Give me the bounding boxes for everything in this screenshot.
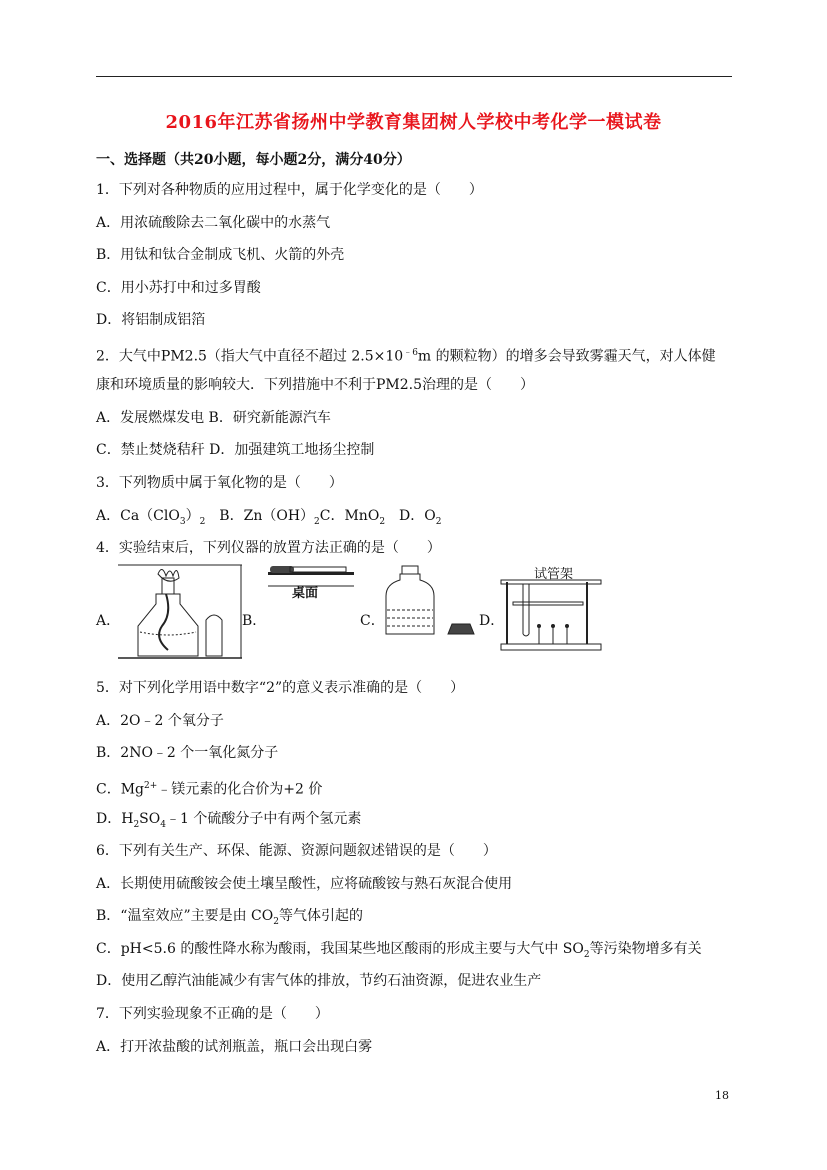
- q1-stem: 1．下列对各种物质的应用过程中，属于化学变化的是（ ）: [96, 182, 483, 198]
- q6-c-text-b: 等污染物增多有关: [589, 941, 702, 957]
- q4-label-c: C．: [360, 613, 385, 629]
- q6-stem: 6．下列有关生产、环保、能源、资源问题叙述错误的是（ ）: [96, 843, 497, 859]
- q5-c-charge: 2+: [144, 781, 158, 791]
- q4-label-b: B．: [242, 613, 267, 629]
- header-rule: [96, 76, 732, 77]
- q3-stem: 3．下列物质中属于氧化物的是（ ）: [96, 475, 343, 491]
- q5-d-text-b: SO: [139, 811, 161, 827]
- q5-option-d: [96, 810, 361, 834]
- q3-opt-a: A．Ca（ClO: [96, 508, 180, 524]
- q5-option-c: [96, 777, 322, 799]
- q2-exponent: ﹣6: [403, 348, 418, 358]
- q6-b-text-a: B．“温室效应”主要是由 CO: [96, 908, 274, 924]
- q3-options: [96, 507, 441, 531]
- q2-stem-line1: [96, 344, 716, 366]
- q6-option-a: A．长期使用硫酸铵会使土壤呈酸性，应将硫酸铵与熟石灰混合使用: [96, 876, 513, 892]
- q7-stem: 7．下列实验现象不正确的是（ ）: [96, 1006, 329, 1022]
- q7-option-a: A．打开浓盐酸的试剂瓶盖，瓶口会出现白雾: [96, 1039, 373, 1055]
- q6-option-b: [96, 907, 363, 931]
- q5-option-b: B．2NO﹣2 个一氧化氮分子: [96, 745, 279, 761]
- q5-d-sub1: 2: [133, 819, 140, 830]
- q3-opt-c: C．MnO: [319, 508, 380, 524]
- q6-b-sub: 2: [273, 916, 279, 927]
- q6-c-text-a: C．pH<5.6 的酸性降水称为酸雨，我国某些地区酸雨的形成主要与大气中 SO: [96, 941, 584, 957]
- q5-d-text-c: ﹣1 个硫酸分子中有两个氢元素: [165, 811, 362, 827]
- q2-text-a: 2．大气中PM2.5（指大气中直径不超过 2.5×10: [96, 348, 404, 365]
- q1-option-c: C．用小苏打中和过多胃酸: [96, 280, 261, 296]
- rack-label: 试管架: [534, 567, 574, 582]
- page-title: 2016年江苏省扬州中学教育集团树人学校中考化学一模试卷: [165, 112, 662, 133]
- q3-opt-b: B．Zn（OH）: [205, 508, 315, 524]
- q6-c-sub: 2: [583, 949, 590, 960]
- q3-opt-d: D．O: [385, 508, 436, 524]
- q4-stem: 4．实验结束后，下列仪器的放置方法正确的是（ ）: [96, 540, 441, 556]
- q4-figure-row: [96, 562, 656, 662]
- page-number: 18: [715, 1089, 729, 1102]
- q2-stem-line2: 康和环境质量的影响较大．下列措施中不利于PM2.5治理的是（ ）: [96, 377, 535, 393]
- q4-label-d: D．: [479, 613, 505, 629]
- q4-label-a: A．: [96, 613, 121, 629]
- q1-option-b: B．用钛和钛合金制成飞机、火箭的外壳: [96, 247, 345, 263]
- q3-opt-a-close: ）: [185, 508, 200, 524]
- q5-option-a: A．2O﹣2 个氧分子: [96, 713, 224, 729]
- q2-options-ab: A．发展燃煤发电 B．研究新能源汽车: [96, 410, 331, 426]
- desk-label: 桌面: [292, 586, 319, 601]
- q5-stem: 5．对下列化学用语中数字“2”的意义表示准确的是（ ）: [96, 680, 465, 696]
- q6-b-text-b: 等气体引起的: [278, 908, 363, 924]
- q3-opt-c-sub: 2: [379, 516, 386, 527]
- q3-opt-d-sub: 2: [435, 516, 442, 527]
- q5-d-sub2: 4: [160, 819, 166, 830]
- alcohol-lamp-figure: [118, 564, 242, 660]
- q5-c-text-b: ﹣镁元素的化合价为+2 价: [157, 781, 323, 798]
- q3-opt-b-sub: 2: [314, 516, 320, 527]
- q3-opt-a-sub1: 3: [179, 516, 186, 527]
- q5-c-text-a: C．Mg: [96, 781, 145, 798]
- q2-options-cd: C．禁止焚烧秸秆 D．加强建筑工地扬尘控制: [96, 442, 375, 458]
- q1-option-d: D．将铝制成铝箔: [96, 312, 206, 328]
- q3-opt-a-sub2: 2: [199, 516, 206, 527]
- q1-option-a: A．用浓硫酸除去二氧化碳中的水蒸气: [96, 215, 331, 231]
- q6-option-d: D．使用乙醇汽油能减少有害气体的排放，节约石油资源，促进农业生产: [96, 973, 542, 989]
- reagent-bottle-figure: [382, 566, 478, 636]
- q2-text-b: m 的颗粒物）的增多会导致雾霾天气，对人体健: [417, 348, 716, 365]
- q6-option-c: [96, 940, 702, 964]
- section-heading: 一、选择题（共20小题，每小题2分，满分40分）: [96, 152, 411, 168]
- q5-d-text-a: D．H: [96, 811, 134, 827]
